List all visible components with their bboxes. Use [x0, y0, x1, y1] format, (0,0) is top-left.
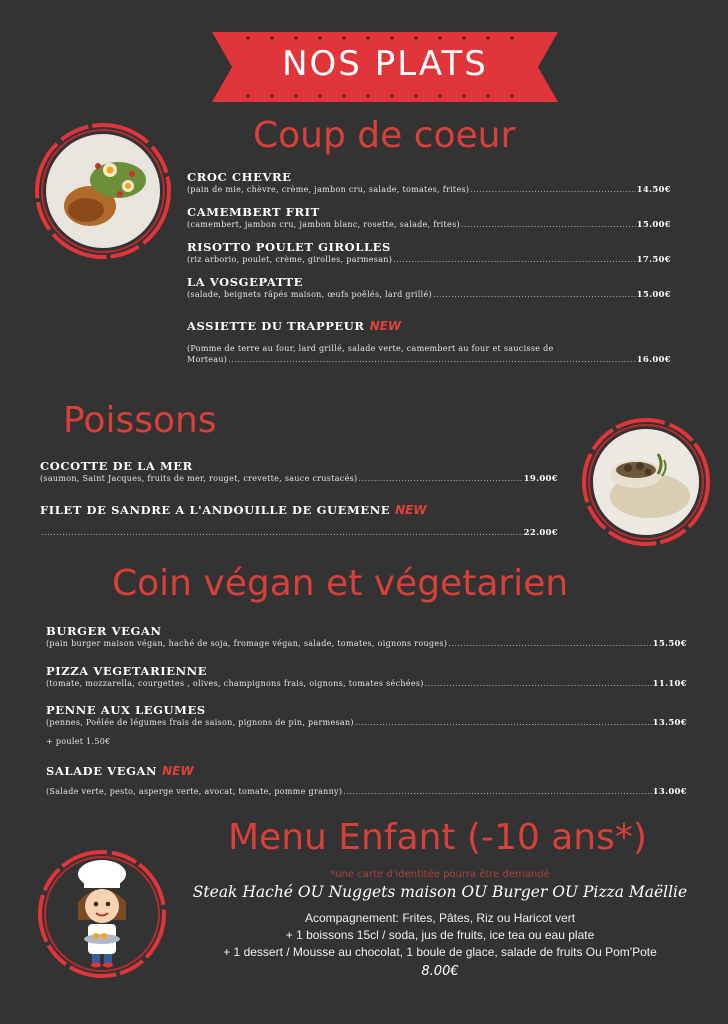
item-name: CAMEMBERT FRIT [187, 205, 320, 219]
menu-item [46, 764, 687, 798]
item-price: 22.00€ [523, 528, 558, 538]
dot-leader [355, 717, 652, 728]
item-price: 17.50€ [636, 255, 671, 265]
dot-leader [461, 219, 636, 230]
item-name: FILET DE SANDRE A L'ANDOUILLE DE GUEMENE [40, 503, 391, 517]
item-price: 15.50€ [652, 639, 687, 649]
menu-item [187, 319, 671, 366]
dot-leader [425, 678, 652, 689]
new-badge: NEW [369, 319, 402, 333]
item-name: CROC CHEVRE [187, 170, 292, 184]
item-name: RISOTTO POULET GIROLLES [187, 240, 391, 254]
item-description-cont: Morteau) [187, 355, 228, 364]
item-price: 14.50€ [636, 185, 671, 195]
dish-photo-salad [30, 118, 176, 264]
dot-leader [433, 289, 636, 300]
item-description: (salade, beignets râpés maison, œufs poêlés, lard grillé) [187, 290, 432, 299]
kids-line-3: + 1 dessert / Mousse au chocolat, 1 boule de glace, salade de fruits Ou Pom'Pote [223, 945, 657, 959]
item-price: 15.00€ [636, 290, 671, 300]
menu-item [187, 205, 671, 231]
item-description: (saumon, Saint Jacques, fruits de mer, rouget, crevette, sauce crustacés) [40, 474, 358, 483]
dot-leader [41, 527, 523, 538]
kids-note-text: *une carte d'identitée pourra être demandé [330, 869, 550, 880]
dot-leader [448, 638, 651, 649]
item-description: (tomate, mozzarella, courgettes , olives, champignons frais, oignons, tomates séchées) [46, 679, 424, 688]
item-description: (riz arborio, poulet, crème, girolles, parmesan) [187, 255, 393, 264]
banner-title: NOS PLATS [282, 44, 488, 84]
menu-item [40, 459, 558, 485]
kids-price-text: 8.00€ [421, 964, 459, 979]
section-title-coup-de-coeur: Coup de coeur [253, 115, 516, 156]
dot-leader [228, 354, 635, 365]
item-description: (Pomme de terre au four, lard grillé, salade verte, camembert au four et saucisse de [187, 344, 554, 353]
menu-item [187, 240, 671, 266]
chef-girl-illustration [34, 846, 170, 982]
item-price: 16.00€ [636, 355, 671, 365]
menu-item [187, 275, 671, 301]
item-price: 13.00€ [652, 787, 687, 797]
new-badge: NEW [162, 764, 194, 778]
dot-leader [343, 786, 651, 797]
section-title-menu-enfant: Menu Enfant (-10 ans*) [228, 817, 647, 858]
item-description: (pain de mie, chèvre, crème, jambon cru, salade, tomates, frites) [187, 185, 470, 194]
menu-item [40, 503, 558, 539]
item-name: BURGER VEGAN [46, 624, 162, 638]
item-price: 13.50€ [652, 718, 687, 728]
item-description: (pain burger maison végan, haché de soja, fromage végan, salade, tomates, oignons rouges) [46, 639, 448, 648]
new-badge: NEW [395, 503, 427, 517]
item-name: ASSIETTE DU TRAPPEUR [187, 319, 365, 333]
item-description: (pennes, Poêlée de légumes frais de saison, pignons de pin, parmesan) [46, 718, 354, 727]
title-banner [212, 32, 558, 102]
item-name: COCOTTE DE LA MER [40, 459, 193, 473]
menu-item [46, 703, 687, 746]
kids-main-text: Steak Haché OU Nuggets maison OU Burger OU Pizza Maëllie [192, 883, 688, 901]
kids-price [170, 960, 710, 979]
dot-leader [393, 254, 636, 265]
item-description: (camembert, jambon cru, jambon blanc, rosette, salade, frites) [187, 220, 460, 229]
kids-line-2: + 1 boissons 15cl / soda, jus de fruits, ice tea ou eau plate [285, 928, 595, 942]
dish-photo-fish [578, 414, 714, 550]
item-name: PIZZA VEGETARIENNE [46, 664, 208, 678]
menu-item [46, 624, 687, 650]
item-extra-note: + poulet 1.50€ [46, 737, 111, 746]
dot-leader [358, 473, 522, 484]
section-title-vegan: Coin végan et végetarien [112, 563, 569, 604]
item-name: SALADE VEGAN [46, 764, 158, 778]
item-name: LA VOSGEPATTE [187, 275, 304, 289]
section-title-poissons: Poissons [63, 400, 217, 441]
kids-menu-main [170, 882, 710, 901]
item-name: PENNE AUX LEGUMES [46, 703, 206, 717]
item-price: 15.00€ [636, 220, 671, 230]
item-price: 11.10€ [652, 679, 687, 689]
kids-dessert [170, 941, 710, 960]
kids-id-note [170, 862, 710, 881]
kids-line-1: Acompagnement: Frites, Pâtes, Riz ou Haricot vert [304, 911, 576, 925]
menu-item [46, 664, 687, 690]
item-price: 19.00€ [523, 474, 558, 484]
dot-leader [470, 184, 635, 195]
menu-item [187, 170, 671, 196]
item-description: (Salade verte, pesto, asperge verte, avocat, tomate, pomme granny) [46, 787, 343, 796]
